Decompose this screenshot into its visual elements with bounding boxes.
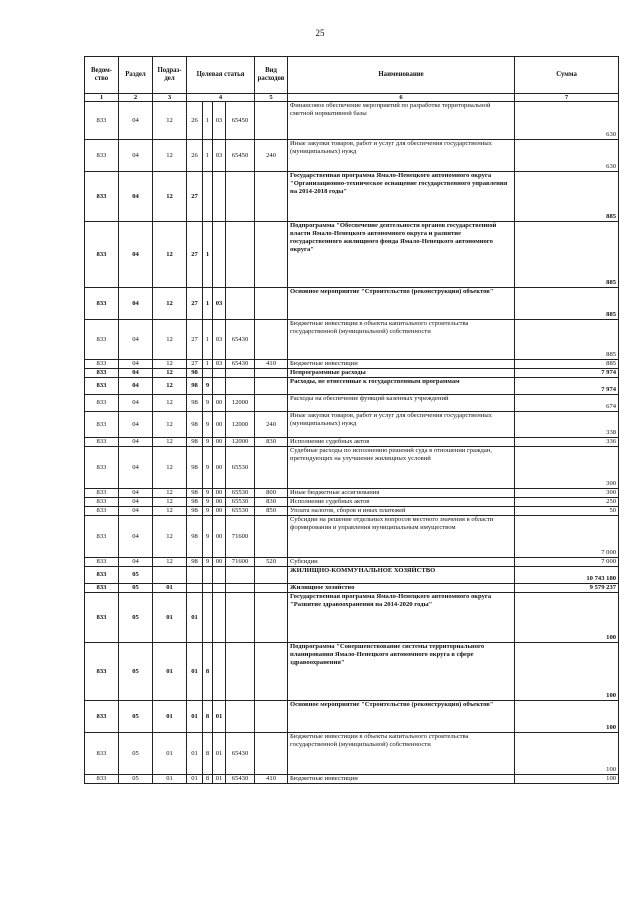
target-direction-code: 12000 <box>226 395 255 412</box>
target-program-code: 98 <box>187 516 203 558</box>
item-sum: 338 <box>515 412 619 438</box>
subsection-code: 12 <box>153 507 187 516</box>
target-direction-code <box>226 288 255 320</box>
expense-type-code <box>255 593 288 643</box>
item-sum: 10 743 180 <box>515 567 619 584</box>
section-code: 05 <box>119 584 153 593</box>
column-number: 2 <box>119 94 153 102</box>
target-subprogram-code <box>203 584 213 593</box>
subsection-code: 01 <box>153 584 187 593</box>
target-direction-code: 65530 <box>226 498 255 507</box>
item-name: Подпрограмма "Совершенствование системы территориального планирования Ямало-Ненецкого автономного округа в сфере здравоохранения" <box>288 643 515 701</box>
subsection-code: 12 <box>153 172 187 222</box>
target-subprogram-code <box>203 593 213 643</box>
section-code: 04 <box>119 369 153 378</box>
item-sum: 885 <box>515 172 619 222</box>
target-program-code: 98 <box>187 447 203 489</box>
item-name: Иные бюджетные ассигнования <box>288 489 515 498</box>
item-name: Подпрограмма "Обеспечение деятельности органов государственной власти Ямало-Ненецкого автономного округа и развитие государственного жилищного фонда Ямало-Ненецкого автономного округа" <box>288 222 515 288</box>
dept-code: 833 <box>85 447 119 489</box>
target-subprogram-code: 1 <box>203 140 213 172</box>
target-event-code: 03 <box>213 102 226 140</box>
dept-code: 833 <box>85 172 119 222</box>
header-target: Целевая статья <box>187 57 255 94</box>
target-event-code <box>213 643 226 701</box>
item-sum: 885 <box>515 360 619 369</box>
subsection-code: 01 <box>153 593 187 643</box>
section-code: 05 <box>119 593 153 643</box>
target-subprogram-code: 1 <box>203 288 213 320</box>
table-row <box>85 516 619 558</box>
section-code: 04 <box>119 360 153 369</box>
target-direction-code: 12000 <box>226 438 255 447</box>
expense-type-code: 800 <box>255 489 288 498</box>
item-name: Непрограммные расходы <box>288 369 515 378</box>
header-name: Наименование <box>288 57 515 94</box>
section-code: 05 <box>119 643 153 701</box>
section-code: 04 <box>119 172 153 222</box>
item-sum: 885 <box>515 222 619 288</box>
item-sum: 7 974 <box>515 369 619 378</box>
header-row <box>85 57 619 94</box>
dept-code: 833 <box>85 140 119 172</box>
section-code: 04 <box>119 412 153 438</box>
dept-code: 833 <box>85 567 119 584</box>
target-event-code: 00 <box>213 412 226 438</box>
target-subprogram-code <box>203 172 213 222</box>
expense-type-code <box>255 701 288 733</box>
dept-code: 833 <box>85 288 119 320</box>
target-direction-code <box>226 369 255 378</box>
target-event-code <box>213 378 226 395</box>
target-program-code: 01 <box>187 643 203 701</box>
target-program-code: 01 <box>187 593 203 643</box>
item-name: Бюджетные инвестиции в объекты капитального строительства государственной (муниципальной) собственности <box>288 320 515 360</box>
target-direction-code: 65450 <box>226 102 255 140</box>
expense-type-code: 830 <box>255 438 288 447</box>
header-subsection: Подраз-дел <box>153 57 187 94</box>
target-program-code: 98 <box>187 369 203 378</box>
target-direction-code: 65530 <box>226 489 255 498</box>
target-direction-code: 65450 <box>226 140 255 172</box>
target-event-code: 01 <box>213 701 226 733</box>
table-row <box>85 643 619 701</box>
target-program-code: 98 <box>187 412 203 438</box>
target-direction-code: 65530 <box>226 447 255 489</box>
table-row <box>85 172 619 222</box>
target-event-code: 01 <box>213 775 226 784</box>
column-number: 4 <box>187 94 255 102</box>
dept-code: 833 <box>85 360 119 369</box>
target-direction-code <box>226 701 255 733</box>
dept-code: 833 <box>85 775 119 784</box>
target-direction-code: 71600 <box>226 516 255 558</box>
expense-type-code <box>255 102 288 140</box>
section-code: 05 <box>119 701 153 733</box>
target-program-code <box>187 584 203 593</box>
item-sum: 336 <box>515 438 619 447</box>
budget-table <box>84 56 619 784</box>
dept-code: 833 <box>85 438 119 447</box>
expense-type-code <box>255 222 288 288</box>
target-program-code: 27 <box>187 172 203 222</box>
target-event-code <box>213 584 226 593</box>
target-direction-code <box>226 378 255 395</box>
item-sum: 630 <box>515 140 619 172</box>
section-code: 04 <box>119 288 153 320</box>
target-program-code: 98 <box>187 507 203 516</box>
target-subprogram-code <box>203 567 213 584</box>
header-dept: Ведом-ство <box>85 57 119 94</box>
target-direction-code: 71600 <box>226 558 255 567</box>
target-program-code: 27 <box>187 288 203 320</box>
table-row <box>85 395 619 412</box>
item-name: Иные закупки товаров, работ и услуг для обеспечения государственных (муниципальных) нужд <box>288 140 515 172</box>
item-sum: 674 <box>515 395 619 412</box>
target-subprogram-code: 9 <box>203 447 213 489</box>
page-number: 25 <box>315 28 325 38</box>
item-name: Государственная программа Ямало-Ненецкого автономного округа "Развитие здравоохранения на 2014-2020 годы" <box>288 593 515 643</box>
subsection-code: 12 <box>153 516 187 558</box>
subsection-code: 01 <box>153 775 187 784</box>
expense-type-code <box>255 369 288 378</box>
target-program-code: 98 <box>187 558 203 567</box>
subsection-code: 12 <box>153 438 187 447</box>
expense-type-code: 850 <box>255 507 288 516</box>
expense-type-code <box>255 395 288 412</box>
target-program-code: 98 <box>187 395 203 412</box>
target-subprogram-code: 1 <box>203 102 213 140</box>
subsection-code <box>153 567 187 584</box>
expense-type-code <box>255 516 288 558</box>
target-direction-code: 65430 <box>226 733 255 775</box>
dept-code: 833 <box>85 643 119 701</box>
subsection-code: 12 <box>153 498 187 507</box>
section-code: 04 <box>119 498 153 507</box>
item-sum: 50 <box>515 507 619 516</box>
dept-code: 833 <box>85 320 119 360</box>
table-row <box>85 558 619 567</box>
subsection-code: 12 <box>153 360 187 369</box>
item-name: Бюджетные инвестиции <box>288 360 515 369</box>
table-row <box>85 222 619 288</box>
expense-type-code <box>255 584 288 593</box>
item-name: Основное мероприятие "Строительство (реконструкция) объектов" <box>288 701 515 733</box>
item-name: Иные закупки товаров, работ и услуг для обеспечения государственных (муниципальных) нужд <box>288 412 515 438</box>
expense-type-code <box>255 320 288 360</box>
target-program-code: 98 <box>187 378 203 395</box>
subsection-code: 12 <box>153 369 187 378</box>
target-subprogram-code: 8 <box>203 733 213 775</box>
dept-code: 833 <box>85 222 119 288</box>
subsection-code: 12 <box>153 447 187 489</box>
target-subprogram-code: 8 <box>203 701 213 733</box>
target-event-code: 03 <box>213 320 226 360</box>
target-direction-code <box>226 593 255 643</box>
target-event-code: 00 <box>213 438 226 447</box>
table-row <box>85 288 619 320</box>
item-sum: 100 <box>515 775 619 784</box>
item-name: Жилищное хозяйство <box>288 584 515 593</box>
section-code: 05 <box>119 775 153 784</box>
item-sum: 7 000 <box>515 558 619 567</box>
target-subprogram-code: 9 <box>203 498 213 507</box>
target-direction-code: 65530 <box>226 507 255 516</box>
expense-type-code: 240 <box>255 412 288 438</box>
target-program-code: 98 <box>187 498 203 507</box>
section-code: 04 <box>119 558 153 567</box>
target-event-code <box>213 222 226 288</box>
target-subprogram-code: 1 <box>203 360 213 369</box>
target-subprogram-code: 9 <box>203 438 213 447</box>
target-event-code: 00 <box>213 516 226 558</box>
expense-type-code <box>255 567 288 584</box>
expense-type-code: 520 <box>255 558 288 567</box>
section-code: 04 <box>119 140 153 172</box>
target-program-code: 26 <box>187 140 203 172</box>
subsection-code: 12 <box>153 222 187 288</box>
column-number: 7 <box>515 94 619 102</box>
target-subprogram-code: 9 <box>203 489 213 498</box>
table-row <box>85 489 619 498</box>
table-row <box>85 498 619 507</box>
expense-type-code <box>255 643 288 701</box>
target-direction-code <box>226 172 255 222</box>
section-code: 05 <box>119 567 153 584</box>
dept-code: 833 <box>85 584 119 593</box>
target-subprogram-code: 9 <box>203 395 213 412</box>
target-program-code: 01 <box>187 701 203 733</box>
table-row <box>85 733 619 775</box>
target-direction-code <box>226 643 255 701</box>
section-code: 04 <box>119 438 153 447</box>
target-event-code <box>213 172 226 222</box>
table-row <box>85 593 619 643</box>
table-row <box>85 701 619 733</box>
header-exptype: Вид расходов <box>255 57 288 94</box>
target-event-code: 03 <box>213 140 226 172</box>
item-name: Государственная программа Ямало-Ненецкого автономного округа "Организационно-техническое оснащение государственного управления на 2014-2018 годы" <box>288 172 515 222</box>
expense-type-code <box>255 733 288 775</box>
item-name: Основное мероприятие "Строительство (реконструкция) объектов" <box>288 288 515 320</box>
target-program-code: 26 <box>187 102 203 140</box>
expense-type-code <box>255 172 288 222</box>
target-event-code: 01 <box>213 733 226 775</box>
expense-type-code: 410 <box>255 360 288 369</box>
dept-code: 833 <box>85 102 119 140</box>
target-program-code: 27 <box>187 222 203 288</box>
subsection-code: 12 <box>153 489 187 498</box>
item-name: Расходы на обеспечение функций казенных учреждений <box>288 395 515 412</box>
target-event-code: 00 <box>213 395 226 412</box>
dept-code: 833 <box>85 489 119 498</box>
target-event-code: 00 <box>213 498 226 507</box>
section-code: 04 <box>119 507 153 516</box>
section-code: 04 <box>119 447 153 489</box>
target-event-code: 00 <box>213 489 226 498</box>
target-event-code: 00 <box>213 507 226 516</box>
item-sum: 100 <box>515 643 619 701</box>
table-row <box>85 412 619 438</box>
item-name: Субсидии на решение отдельных вопросов местного значения в области формирования и управления муниципальным имуществом <box>288 516 515 558</box>
item-sum: 7 974 <box>515 378 619 395</box>
expense-type-code <box>255 288 288 320</box>
target-event-code <box>213 369 226 378</box>
target-event-code: 00 <box>213 558 226 567</box>
dept-code: 833 <box>85 593 119 643</box>
item-name: Судебные расходы по исполнению решений суда в отношении граждан, претендующих на улучшение жилищных условий <box>288 447 515 489</box>
subsection-code: 12 <box>153 558 187 567</box>
subsection-code: 01 <box>153 643 187 701</box>
item-sum: 100 <box>515 593 619 643</box>
target-subprogram-code: 9 <box>203 378 213 395</box>
subsection-code: 12 <box>153 378 187 395</box>
target-direction-code: 12000 <box>226 412 255 438</box>
dept-code: 833 <box>85 558 119 567</box>
item-name: Финансовое обеспечение мероприятий по разработке территориальной сметной нормативной базы <box>288 102 515 140</box>
section-code: 04 <box>119 516 153 558</box>
target-program-code: 01 <box>187 775 203 784</box>
table-row <box>85 447 619 489</box>
target-program-code <box>187 567 203 584</box>
section-code: 04 <box>119 222 153 288</box>
target-direction-code: 65430 <box>226 360 255 369</box>
item-sum: 100 <box>515 733 619 775</box>
target-program-code: 98 <box>187 489 203 498</box>
section-code: 04 <box>119 378 153 395</box>
target-subprogram-code: 9 <box>203 507 213 516</box>
column-number: 3 <box>153 94 187 102</box>
item-sum: 9 579 237 <box>515 584 619 593</box>
dept-code: 833 <box>85 378 119 395</box>
table-row <box>85 438 619 447</box>
column-number: 5 <box>255 94 288 102</box>
section-code: 04 <box>119 102 153 140</box>
target-event-code: 00 <box>213 447 226 489</box>
target-subprogram-code: 9 <box>203 412 213 438</box>
dept-code: 833 <box>85 733 119 775</box>
target-subprogram-code: 8 <box>203 775 213 784</box>
target-direction-code <box>226 222 255 288</box>
header-sum: Сумма <box>515 57 619 94</box>
target-program-code: 01 <box>187 733 203 775</box>
section-code: 04 <box>119 320 153 360</box>
table-row <box>85 567 619 584</box>
table-row <box>85 102 619 140</box>
target-program-code: 27 <box>187 320 203 360</box>
target-event-code: 03 <box>213 360 226 369</box>
target-direction-code <box>226 584 255 593</box>
subsection-code: 01 <box>153 733 187 775</box>
item-name: Исполнение судебных актов <box>288 498 515 507</box>
target-subprogram-code: 9 <box>203 558 213 567</box>
table-row <box>85 140 619 172</box>
table-row <box>85 507 619 516</box>
item-name: Исполнение судебных актов <box>288 438 515 447</box>
item-sum: 7 000 <box>515 516 619 558</box>
table-row <box>85 775 619 784</box>
item-name: Бюджетные инвестиции в объекты капитального строительства государственной (муниципальной) собственности <box>288 733 515 775</box>
target-direction-code <box>226 567 255 584</box>
item-name: Уплата налогов, сборов и иных платежей <box>288 507 515 516</box>
target-subprogram-code: 1 <box>203 320 213 360</box>
expense-type-code <box>255 447 288 489</box>
section-code: 05 <box>119 733 153 775</box>
item-name: Субсидии <box>288 558 515 567</box>
subsection-code: 01 <box>153 701 187 733</box>
column-number: 6 <box>288 94 515 102</box>
subsection-code: 12 <box>153 320 187 360</box>
target-subprogram-code: 1 <box>203 222 213 288</box>
target-event-code: 03 <box>213 288 226 320</box>
item-sum: 885 <box>515 320 619 360</box>
target-program-code: 98 <box>187 438 203 447</box>
item-sum: 300 <box>515 489 619 498</box>
table-row <box>85 320 619 360</box>
dept-code: 833 <box>85 701 119 733</box>
target-subprogram-code <box>203 369 213 378</box>
item-sum: 885 <box>515 288 619 320</box>
target-subprogram-code: 8 <box>203 643 213 701</box>
expense-type-code: 830 <box>255 498 288 507</box>
target-direction-code: 65430 <box>226 320 255 360</box>
dept-code: 833 <box>85 498 119 507</box>
item-sum: 100 <box>515 701 619 733</box>
expense-type-code: 240 <box>255 140 288 172</box>
section-code: 04 <box>119 395 153 412</box>
item-name: Бюджетные инвестиции <box>288 775 515 784</box>
table-row <box>85 378 619 395</box>
target-event-code <box>213 567 226 584</box>
subsection-code: 12 <box>153 395 187 412</box>
target-direction-code: 65430 <box>226 775 255 784</box>
table-row <box>85 584 619 593</box>
item-sum: 300 <box>515 447 619 489</box>
item-sum: 630 <box>515 102 619 140</box>
subsection-code: 12 <box>153 412 187 438</box>
header-section: Раздел <box>119 57 153 94</box>
subsection-code: 12 <box>153 288 187 320</box>
table-row <box>85 369 619 378</box>
item-name: Расходы, не отнесенные к государственным программам <box>288 378 515 395</box>
item-name: ЖИЛИЩНО-КОММУНАЛЬНОЕ ХОЗЯЙСТВО <box>288 567 515 584</box>
subsection-code: 12 <box>153 140 187 172</box>
target-subprogram-code: 9 <box>203 516 213 558</box>
dept-code: 833 <box>85 395 119 412</box>
item-sum: 250 <box>515 498 619 507</box>
section-code: 04 <box>119 489 153 498</box>
column-number: 1 <box>85 94 119 102</box>
dept-code: 833 <box>85 369 119 378</box>
column-number-row <box>85 94 619 102</box>
table-row <box>85 360 619 369</box>
expense-type-code <box>255 378 288 395</box>
dept-code: 833 <box>85 412 119 438</box>
dept-code: 833 <box>85 516 119 558</box>
target-event-code <box>213 593 226 643</box>
dept-code: 833 <box>85 507 119 516</box>
subsection-code: 12 <box>153 102 187 140</box>
expense-type-code: 410 <box>255 775 288 784</box>
target-program-code: 27 <box>187 360 203 369</box>
